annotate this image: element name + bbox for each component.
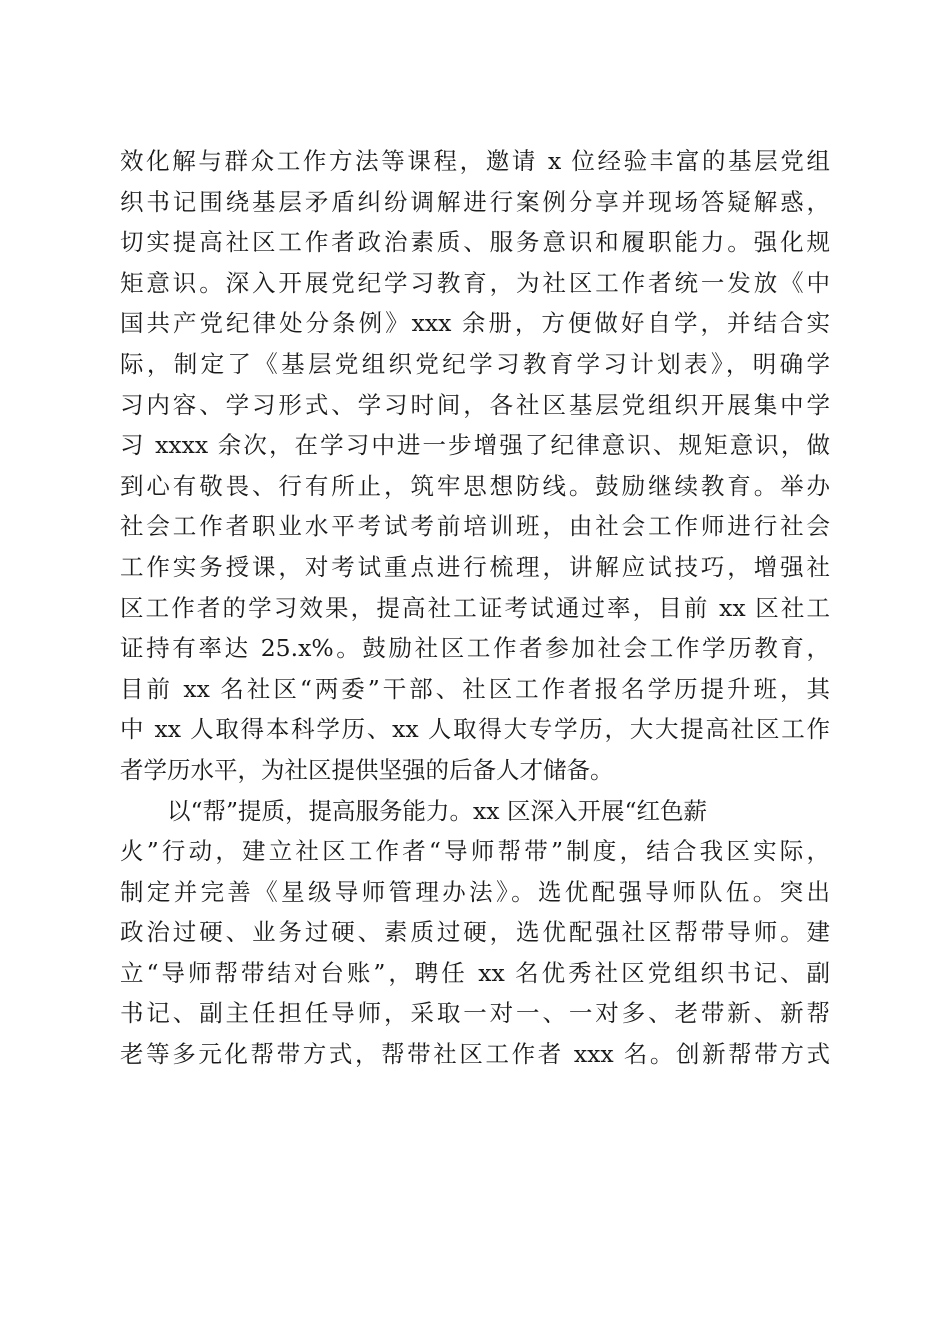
- text-line: 习 xxxx 余次，在学习中进一步增强了纪律意识、规矩意识，做: [120, 431, 830, 460]
- text-line: 中 xx 人取得本科学历、xx 人取得大专学历，大大提高社区工作: [120, 715, 830, 744]
- text-line: 社会工作者职业水平考试考前培训班，由社会工作师进行社会: [120, 512, 830, 541]
- text-line: 工作实务授课，对考试重点进行梳理，讲解应试技巧，增强社: [120, 552, 830, 581]
- text-line: 切实提高社区工作者政治素质、服务意识和履职能力。强化规: [120, 228, 830, 257]
- text-line: 效化解与群众工作方法等课程，邀请 x 位经验丰富的基层党组: [120, 147, 830, 175]
- text-line: 书记、副主任担任导师，采取一对一、一对多、老带新、新帮: [120, 999, 830, 1028]
- text-line: 目前 xx 名社区“两委”干部、社区工作者报名学历提升班，其: [120, 674, 830, 703]
- text-line: 矩意识。深入开展党纪学习教育，为社区工作者统一发放《中: [120, 268, 830, 297]
- text-line: 到心有敬畏、行有所止，筑牢思想防线。鼓励继续教育。举办: [120, 471, 830, 500]
- text-line: 习内容、学习形式、学习时间，各社区基层党组织开展集中学: [120, 390, 830, 419]
- text-line: 织书记围绕基层矛盾纠纷调解进行案例分享并现场答疑解惑，: [120, 187, 830, 216]
- text-line: 证持有率达 25.x%。鼓励社区工作者参加社会工作学历教育，: [120, 634, 830, 663]
- text-line: 区工作者的学习效果，提高社工证考试通过率，目前 xx 区社工: [120, 593, 830, 622]
- body-text: [120, 141, 830, 1075]
- paragraph-end-line: 者学历水平，为社区提供坚强的后备人才储备。: [120, 755, 614, 784]
- paragraph-start-line: 以“帮”提质，提高服务能力。xx 区深入开展“红色薪: [167, 796, 708, 825]
- text-line: 政治过硬、业务过硬、素质过硬，选优配强社区帮带导师。建: [120, 918, 830, 947]
- text-line: 立“导师帮带结对台账”，聘任 xx 名优秀社区党组织书记、副: [120, 958, 830, 987]
- text-line: 国共产党纪律处分条例》xxx 余册，方便做好自学，并结合实: [120, 309, 830, 338]
- text-line: 火”行动，建立社区工作者“导师帮带”制度，结合我区实际，: [120, 837, 830, 866]
- text-line: 老等多元化帮带方式，帮带社区工作者 xxx 名。创新帮带方式: [120, 1040, 830, 1069]
- text-line: 际，制定了《基层党组织党纪学习教育学习计划表》，明确学: [120, 349, 830, 378]
- text-line: 制定并完善《星级导师管理办法》。选优配强导师队伍。突出: [120, 877, 830, 906]
